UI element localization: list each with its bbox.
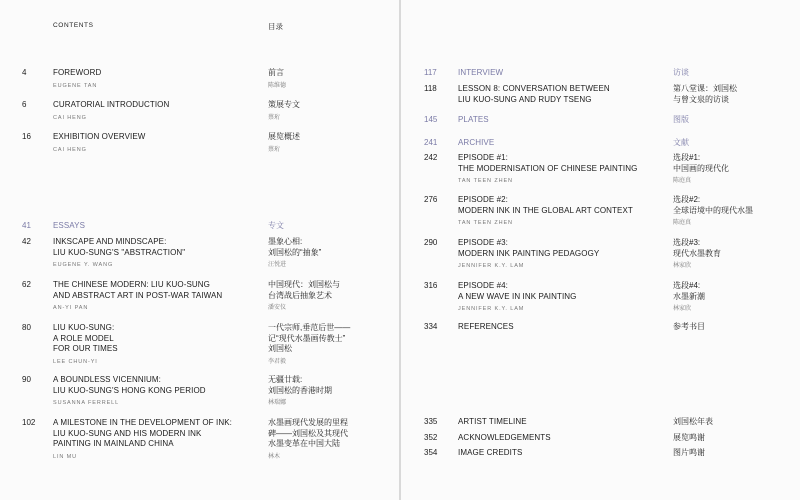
toc-author: JENNIFER K.Y. LAM — [458, 263, 525, 269]
toc-title-line: ARCHIVE — [458, 138, 495, 147]
toc-title-zh-line: 墨象心相: — [268, 237, 303, 246]
toc-title-zh — [268, 132, 300, 155]
toc-title — [458, 138, 494, 149]
toc-title — [458, 84, 610, 105]
toc-title-zh — [673, 68, 689, 79]
toc-page-number: 6 — [22, 100, 27, 109]
toc-title-line: EXHIBITION OVERVIEW — [53, 132, 146, 141]
toc-title — [458, 448, 522, 459]
toc-title-line: LIU KUO-SUNG'S "ABSTRACTION" — [53, 247, 186, 257]
toc-title-zh-line: 刘国松年表 — [673, 417, 713, 426]
toc-title-line: THE MODERNISATION OF CHINESE PAINTING — [458, 163, 638, 173]
toc-title-line: FOREWORD — [53, 68, 102, 77]
toc-author-zh: 陈维德 — [268, 82, 287, 89]
toc-title — [458, 195, 633, 229]
toc-title — [458, 153, 637, 187]
toc-author-zh: 蔡珩 — [268, 114, 281, 121]
toc-author-zh: 汪悦进 — [268, 262, 287, 268]
toc-title-zh-line: 刘国松的“抽象” — [268, 247, 322, 257]
toc-title-zh — [673, 84, 737, 105]
toc-title-zh-line: 中国画的现代化 — [673, 163, 729, 173]
contents-heading: CONTENTS — [53, 22, 94, 29]
toc-author: LIN MU — [53, 453, 78, 460]
toc-page-number: 316 — [424, 281, 438, 290]
toc-title-line: PAINTING IN MAINLAND CHINA — [53, 439, 174, 448]
toc-title-zh — [673, 115, 689, 126]
toc-title-zh-line: 专文 — [268, 221, 284, 230]
toc-page-number: 41 — [22, 221, 31, 230]
toc-title-zh-line: 无疆廿载: — [268, 375, 303, 384]
toc-author-zh: 林家欣 — [673, 263, 692, 269]
toc-title-line: EPISODE #2: — [458, 195, 509, 204]
toc-author: LEE CHUN-YI — [53, 358, 98, 365]
toc-author-zh: 林瑞娜 — [268, 400, 287, 406]
toc-title — [458, 433, 551, 444]
toc-title-line: CURATORIAL INTRODUCTION — [53, 100, 170, 109]
toc-title-zh-line: 现代水墨教育 — [673, 248, 721, 258]
toc-title-zh — [673, 417, 713, 428]
toc-title — [53, 68, 101, 91]
toc-author: EUGENE Y. WANG — [53, 262, 114, 268]
toc-title-zh-line: 碑——刘国松及其现代 — [268, 428, 348, 438]
toc-author: TAN TEEN ZHEN — [458, 220, 513, 226]
toc-page-number: 4 — [22, 68, 27, 77]
toc-page-number: 80 — [22, 323, 31, 332]
toc-author-zh: 林木 — [268, 453, 281, 460]
toc-title-zh — [268, 375, 332, 409]
toc-title-zh-line: 水墨变革在中国大陆 — [268, 439, 340, 448]
contents-heading-zh: 目录 — [268, 22, 283, 31]
toc-title-zh-line: 一代宗师,垂范后世—— — [268, 323, 351, 332]
toc-title-zh-line: 访谈 — [673, 68, 689, 77]
toc-title-line: EPISODE #1: — [458, 153, 509, 162]
toc-title-zh — [268, 237, 321, 271]
toc-page-number: 334 — [424, 322, 438, 331]
toc-page-number: 276 — [424, 195, 438, 204]
toc-page-number: 242 — [424, 153, 438, 162]
toc-title-zh-line: 图片鸣谢 — [673, 448, 705, 457]
toc-title — [53, 418, 232, 462]
toc-title-line: REFERENCES — [458, 322, 514, 331]
toc-page-number: 352 — [424, 433, 438, 442]
toc-page-number: 145 — [424, 115, 438, 124]
toc-title-zh — [673, 153, 729, 187]
toc-author: SUSANNA FERRELL — [53, 400, 120, 406]
toc-title-line: LIU KUO-SUNG: — [53, 323, 115, 332]
toc-title-zh-line: 全球语境中的现代水墨 — [673, 205, 753, 215]
toc-title-zh — [268, 418, 348, 462]
toc-title-line: THE CHINESE MODERN: LIU KUO-SUNG — [53, 280, 210, 289]
toc-author-zh: 潘安仪 — [268, 305, 287, 311]
toc-title-zh-line: 选段#2: — [673, 195, 701, 204]
toc-title — [53, 237, 185, 271]
toc-title-line: ACKNOWLEDGEMENTS — [458, 433, 551, 442]
toc-title — [53, 100, 169, 123]
toc-title-zh — [673, 195, 753, 229]
toc-title-zh-line: 图版 — [673, 115, 689, 124]
toc-page-number: 16 — [22, 132, 31, 141]
toc-title-zh-line: 记“现代水墨画传教士” — [268, 333, 346, 343]
toc-title — [458, 238, 599, 272]
toc-title-zh-line: 展览概述 — [268, 132, 300, 141]
toc-title-zh — [268, 68, 286, 91]
toc-page-number: 118 — [424, 84, 437, 93]
toc-title — [53, 280, 222, 314]
toc-title — [458, 281, 576, 315]
toc-title-line: A BOUNDLESS VICENNIUM: — [53, 375, 162, 384]
toc-title-zh-line: 文献 — [673, 138, 689, 147]
toc-title-zh-line: 与曾文泉的访谈 — [673, 94, 729, 104]
toc-title-zh — [268, 221, 284, 232]
toc-title-zh-line: 中国现代：刘国松与 — [268, 280, 340, 289]
toc-title-zh — [673, 448, 705, 459]
toc-page-number: 290 — [424, 238, 438, 247]
toc-title — [458, 68, 503, 79]
toc-title-zh — [673, 138, 689, 149]
toc-title-zh — [268, 323, 350, 367]
toc-author: AN-YI PAN — [53, 305, 89, 311]
toc-page-number: 335 — [424, 417, 438, 426]
toc-title-line: AND ABSTRACT ART IN POST-WAR TAIWAN — [53, 290, 223, 300]
toc-title — [458, 322, 514, 333]
toc-title-zh — [673, 238, 721, 272]
toc-title — [53, 375, 206, 409]
toc-author: CAI HENG — [53, 146, 87, 153]
toc-page-number: 354 — [424, 448, 438, 457]
toc-author-zh: 蔡珩 — [268, 146, 281, 153]
toc-title-zh-line: 策展专文 — [268, 100, 300, 109]
toc-page-number: 42 — [22, 237, 31, 246]
toc-title-zh-line: 展览鸣谢 — [673, 433, 705, 442]
toc-title-zh — [673, 281, 705, 315]
toc-title-line: IMAGE CREDITS — [458, 448, 523, 457]
toc-title-zh — [268, 100, 300, 123]
toc-title-line: EPISODE #4: — [458, 281, 509, 290]
toc-title-line: ARTIST TIMELINE — [458, 417, 527, 426]
toc-author: JENNIFER K.Y. LAM — [458, 306, 525, 312]
toc-title-line: FOR OUR TIMES — [53, 344, 118, 353]
toc-title-line: EPISODE #3: — [458, 238, 509, 247]
toc-title — [458, 417, 527, 428]
toc-title-zh-line: 台湾战后抽象艺术 — [268, 290, 332, 300]
toc-title-line: LIU KUO-SUNG AND RUDY TSENG — [458, 94, 592, 104]
toc-title-zh-line: 选段#3: — [673, 238, 701, 247]
toc-title-line: ESSAYS — [53, 221, 86, 230]
toc-title-zh-line: 选段#1: — [673, 153, 701, 162]
toc-author-zh: 林家欣 — [673, 306, 692, 312]
toc-title-line: MODERN INK IN THE GLOBAL ART CONTEXT — [458, 205, 633, 215]
toc-title-zh-line: 刘国松 — [268, 344, 292, 353]
toc-title-zh-line: 刘国松的香港时期 — [268, 385, 332, 395]
toc-title-line: LESSON 8: CONVERSATION BETWEEN — [458, 84, 610, 93]
toc-title-line: PLATES — [458, 115, 489, 124]
toc-title-zh-line: 第八堂课：刘国松 — [673, 84, 737, 93]
toc-title-zh — [673, 322, 705, 333]
toc-title-line: LIU KUO-SUNG'S HONG KONG PERIOD — [53, 385, 206, 395]
toc-author-zh: 李君毅 — [268, 358, 287, 365]
toc-page-number: 117 — [424, 68, 437, 77]
toc-title — [53, 132, 145, 155]
toc-page-number: 102 — [22, 418, 36, 427]
toc-title — [458, 115, 489, 126]
toc-title-line: A MILESTONE IN THE DEVELOPMENT OF INK: — [53, 418, 232, 427]
toc-title-line: LIU KUO-SUNG AND HIS MODERN INK — [53, 428, 202, 438]
toc-page-number: 241 — [424, 138, 438, 147]
toc-page-number: 62 — [22, 280, 31, 289]
toc-title-zh-line: 选段#4: — [673, 281, 701, 290]
toc-title — [53, 221, 85, 232]
toc-author: EUGENE TAN — [53, 82, 98, 89]
toc-author: CAI HENG — [53, 114, 87, 121]
toc-author-zh: 陈庭真 — [673, 178, 692, 184]
toc-title — [53, 323, 118, 367]
toc-page-number: 90 — [22, 375, 31, 384]
toc-author: TAN TEEN ZHEN — [458, 178, 513, 184]
toc-title-line: INTERVIEW — [458, 68, 504, 77]
toc-title-line: A ROLE MODEL — [53, 333, 114, 343]
toc-author-zh: 陈庭真 — [673, 220, 692, 226]
toc-title-zh — [268, 280, 340, 314]
toc-title-zh — [673, 433, 705, 444]
toc-title-line: INKSCAPE AND MINDSCAPE: — [53, 237, 167, 246]
toc-title-zh-line: 水墨新潮 — [673, 291, 705, 301]
toc-title-zh-line: 参考书目 — [673, 322, 705, 331]
toc-title-line: A NEW WAVE IN INK PAINTING — [458, 291, 577, 301]
toc-title-zh-line: 前言 — [268, 68, 284, 77]
toc-title-line: MODERN INK PAINTING PEDAGOGY — [458, 248, 600, 258]
toc-title-zh-line: 水墨画现代发展的里程 — [268, 418, 348, 427]
